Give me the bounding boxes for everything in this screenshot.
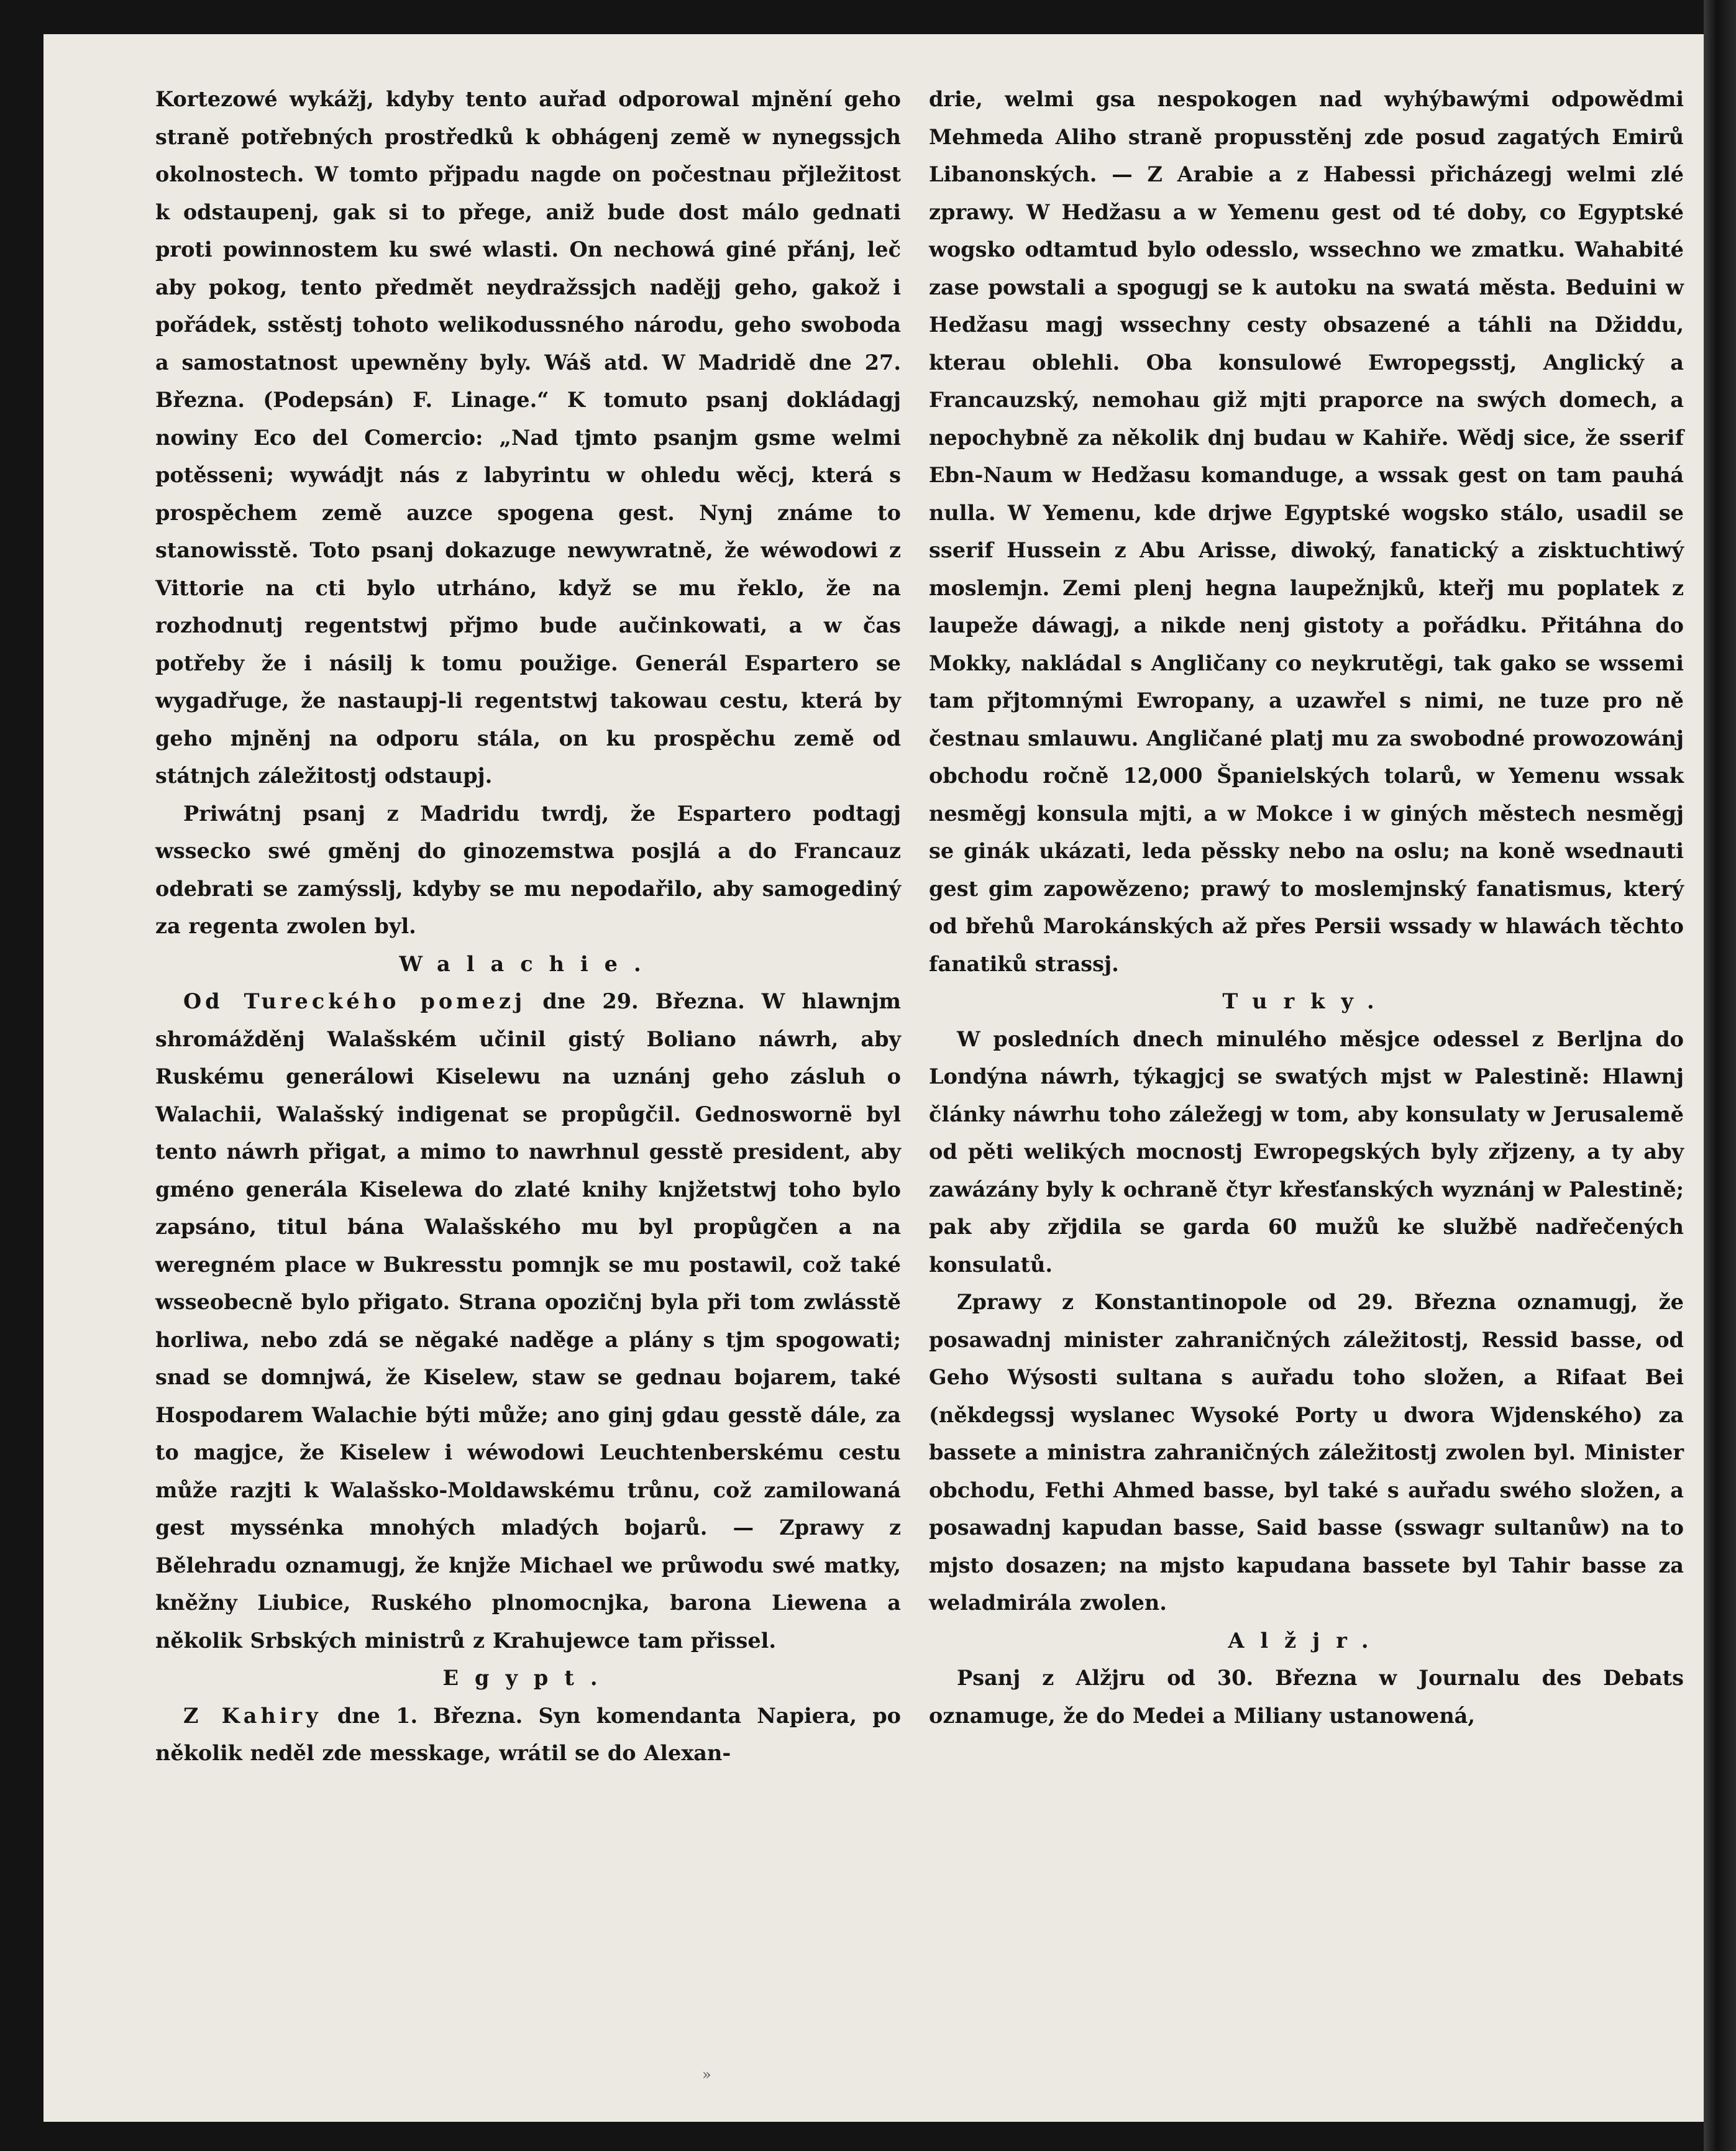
book-spine: [1704, 0, 1736, 2151]
dateline-place: Od Tureckého pomezj: [183, 989, 526, 1013]
paragraph: Kortezowé wykážj, kdyby tento auřad odporowal mjnění geho straně potřebných prostředků k obhágenj země w nynegssjch okolnostech. W tomto přjpadu nagde on počestnau přjležitost k odstaupenj, gak si to přege, aniž bude dost málo gednati proti powinnostem ku swé wlasti. On nechowá giné přánj, leč aby pokog, tento předmět neydražssjch nadějj geho, gakož i pořádek, sstěstj tohoto welikodussného národu, geho swoboda a samostatnost upewněny byly. Wáš atd. W Madridě dne 27. Března. (Podepsán) F. Linage.“ K tomuto psanj dokládagj nowiny Eco del Comercio: „Nad tjmto psanjm gsme welmi potěsseni; wywádjt nás z labyrintu w ohledu wěcj, která s prospěchem země auzce spogena gest. Nynj známe to stanowisstě. Toto psanj dokazuge newywratně, že wéwodowi z Vittorie na cti bylo utrháno, když se mu řeklo, že na rozhodnutj regentstwj přjmo bude aučinkowati, a w čas potřeby že i násilj k tomu použige. Generál Espartero se wygadřuge, že nastaupj-li regentstwj takowau cestu, která by geho mjněnj na odporu stála, on ku prospěchu země od státnjch záležitostj odstaupj.: [155, 87, 901, 788]
paragraph: Zprawy z Konstantinopole od 29. Března oznamugj, že posawadnj minister zahraničných záležitostj, Ressid basse, od Geho Wýsosti sultana s auřadu toho složen, a Rifaat Bei (někdegssj wyslanec Wysoké Porty u dwora Wjdenského) za bassete a ministra zahraničných záležitostj zwolen byl. Minister obchodu, Fethi Ahmed basse, byl také s auřadu swého složen, a posawadnj kapudan basse, Said basse (sswagr sultanůw) na to mjsto dosazen; na mjsto kapudana bassete byl Tahir basse za weladmirála zwolen.: [929, 1290, 1684, 1615]
paragraph: [155, 983, 901, 1660]
paragraph: Psanj z Alžjru od 30. Března w Journalu des Debats oznamuge, že do Medei a Miliany ustanowená,: [929, 1666, 1684, 1728]
dateline-place: Z Kahiry: [183, 1703, 322, 1728]
section-heading-walachie: Walachie.: [399, 951, 657, 976]
paragraph: Priwátnj psanj z Madridu twrdj, že Espartero podtagj wssecko swé gměnj do ginozemstwa posjlá a do Francauz odebrati se zamýsslj, kdyby se mu nepodařilo, aby samogediný za regenta zwolen byl.: [155, 801, 901, 938]
section-heading-turky: Turky.: [1222, 989, 1391, 1013]
left-column: [155, 81, 901, 1773]
section-heading-alzir: Alžjr.: [1228, 1628, 1385, 1653]
section-heading-egypt: Egypt.: [442, 1666, 614, 1690]
paragraph: drie, welmi gsa nespokogen nad wyhýbawými odpowědmi Mehmeda Aliho straně propusstěnj zde posud zagatých Emirů Libanonských. — Z Arabie a z Habessi přicházegj welmi zlé zprawy. W Hedžasu a w Yemenu gest od té doby, co Egyptské wogsko odtamtud bylo odesslo, wssechno we zmatku. Wahabité zase powstali a spogugj se k autoku na swatá města. Beduini w Hedžasu magj wssechny cesty obsazené a táhli na Džiddu, kterau oblehli. Oba konsulowé Ewropegsstj, Anglický a Francauzský, nemohau giž mjti praporce na swých domech, a nepochybně za několik dnj budau w Kahiře. Wědj sice, že sserif Ebn-Naum w Hedžasu komanduge, a wssak gest on tam pauhá nulla. W Yemenu, kde drjwe Egyptské wogsko stálo, usadil se sserif Hussein z Abu Arisse, diwoký, fanatický a zisktuchtiwý moslemjn. Zemi plenj hegna laupežnjků, kteřj mu poplatek z laupeže dáwagj, a nikde nenj gistoty a pořádku. Přitáhna do Mokky, nakládal s Angličany co neykrutěgi, tak gako se wssemi tam přjtomnými Ewropany, a uzawřel s nimi, ne tuze pro ně čestnau smlauwu. Angličané platj mu za swobodné prowozowánj obchodu ročně 12,000 Španielských tolarů, w Yemenu wssak nesměgj konsula mjti, a w Mokce i w giných městech nesměgj se ginák ukázati, leda pěssky nebo na oslu; na koně wsednauti gest gim zapowězeno; prawý to moslemjnský fanatismus, který od břehů Marokánských až přes Persii wssady w hlawách těchto fanatiků strassj.: [929, 87, 1684, 976]
article-text: dne 1. Března. Syn komendanta Napiera, po několik neděl zde messkage, wrátil se do Alexan-: [155, 1703, 901, 1765]
paragraph: W posledních dnech minulého měsjce odessel z Berljna do Londýna náwrh, týkagjcj se swatých mjst w Palestině: Hlawnj články náwrhu toho záležegj w tom, aby konsulaty w Jerusalemě od pěti welikých mocnostj Ewropegských byly zřjzeny, a ty aby zawázány byly k ochraně čtyr křesťanských wyznánj w Palestině; pak aby zřjdila se garda 60 mužů ke službě nadřečených konsulatů.: [929, 1026, 1684, 1277]
paragraph: [155, 1697, 901, 1773]
article-text: dne 29. Března. W hlawnjm shromážděnj Walašském učinil gistý Boliano náwrh, aby Ruskému generálowi Kiselewu na uznánj geho zásluh o Walachii, Walašský indigenat se propůgčil. Gednoswornë byl tento náwrh přigat, a mimo to nawrhnul gesstě president, aby gméno generála Kiselewa do zlaté knihy knjžetstwj toho bylo zapsáno, titul bána Walašského mu byl propůgčen a na weregném place w Bukresstu pomnjk se mu postawil, což také wsseobecně bylo přigato. Strana opozičnj byla při tom zwlásstě horliwa, nebo zdá se nĕgaké naděge a plány s tjm spogowati; snad se domnjwá, že Kiselew, staw se gednau bojarem, také Hospodarem Walachie býti může; ano ginj gdau gesstě dále, za to magjce, že Kiselew i wéwodowi Leuchtenberskému cestu může razjti k Walašsko-Moldawskému trůnu, což zamilowaná gest myssénka mnohých mladých bojarů. — Zprawy z Bělehradu oznamugj, že knjže Michael we průwodu swé matky, kněžny Liubice, Ruského plnomocnjka, barona Liewena a několik Srbských ministrů z Krahujewce tam přissel.: [155, 989, 902, 1653]
page-ornament: »: [702, 2066, 711, 2083]
right-column: [929, 81, 1684, 1735]
